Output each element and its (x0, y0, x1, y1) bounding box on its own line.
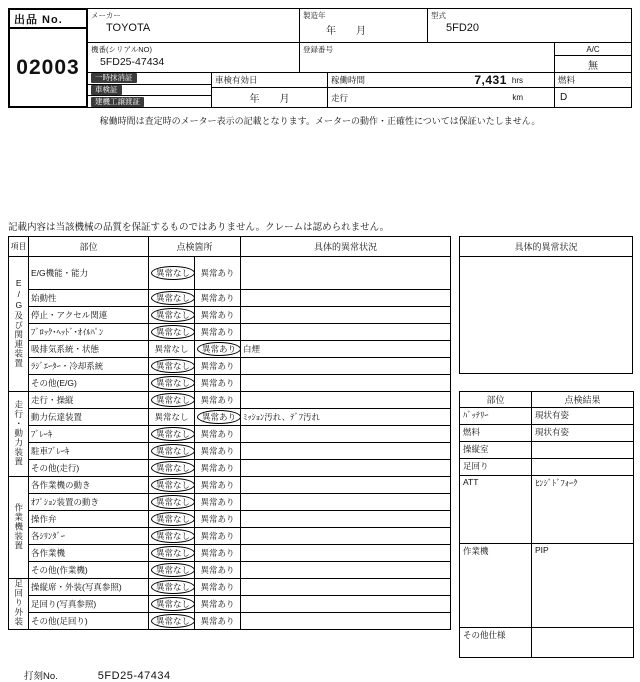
ok-cell (149, 528, 195, 545)
meter-note: 稼働時間は査定時のメーター表示の記載となります。メーターの動作・正確性については保証いたしません。 (99, 116, 541, 126)
ng-cell (195, 341, 241, 358)
ok-option: 異常なし (151, 614, 195, 628)
stamp-number-label: 打刻No. (24, 671, 58, 682)
detail-text (241, 562, 451, 579)
detail-text (241, 290, 451, 307)
ng-option: 異常あり (200, 446, 235, 456)
model-value: 5FD20 (446, 22, 480, 34)
serial-cell (88, 43, 300, 72)
ng-cell (195, 290, 241, 307)
detail-text (241, 528, 451, 545)
ac-cell (555, 43, 631, 72)
ok-option: 異常なし (154, 412, 189, 422)
ok-option: 異常なし (151, 308, 195, 322)
detail-text (241, 392, 451, 409)
inspection-row (9, 511, 451, 528)
result-row (460, 628, 634, 658)
ng-cell (195, 392, 241, 409)
result-part: ATT (460, 476, 532, 544)
ng-cell (195, 443, 241, 460)
ng-cell (195, 409, 241, 426)
part-name: その他(足回り) (29, 613, 149, 630)
inspection-row (9, 307, 451, 324)
part-name: その他(走行) (29, 460, 149, 477)
stamp-number-value: 5FD25-47434 (97, 670, 171, 682)
mfg-year-value: 年 月 (326, 26, 366, 37)
doc-row (88, 85, 211, 97)
doc-badge: 車検証 (91, 85, 122, 95)
ng-cell (195, 596, 241, 613)
inspection-row (9, 324, 451, 341)
part-name: 各作業機 (29, 545, 149, 562)
detail-text (241, 596, 451, 613)
doc-badges (88, 73, 212, 107)
ok-cell (149, 562, 195, 579)
result-value (532, 628, 634, 658)
inspection-row (9, 613, 451, 630)
ok-cell (149, 257, 195, 290)
result-value: 現状有姿 (532, 408, 634, 425)
inspection-table-body (9, 257, 451, 630)
part-name: 足回り(写真参照) (29, 596, 149, 613)
lot-number-label: 出品 No. (10, 10, 86, 29)
ng-option: 異常あり (200, 599, 235, 609)
ng-option: 異常あり (197, 342, 241, 356)
inspection-row (9, 443, 451, 460)
inspection-row (9, 545, 451, 562)
mileage-label: 走行 (331, 92, 349, 103)
category-cell (9, 579, 29, 630)
detail-text (241, 375, 451, 392)
header-block (8, 8, 632, 108)
ng-cell (195, 324, 241, 341)
part-name: 操作弁 (29, 511, 149, 528)
detail-text (241, 511, 451, 528)
ok-option: 異常なし (151, 597, 195, 611)
inspection-row (9, 358, 451, 375)
lot-number-box (8, 8, 88, 108)
detail-text (241, 494, 451, 511)
ok-option: 異常なし (151, 393, 195, 407)
ok-cell (149, 341, 195, 358)
inspection-row (9, 409, 451, 426)
abnormal-status-title: 具体的異常状況 (460, 237, 632, 257)
inspection-row (9, 596, 451, 613)
ng-option: 異常あり (200, 548, 235, 558)
ok-option: 異常なし (151, 325, 195, 339)
result-part: 作業機 (460, 544, 532, 628)
model-label: 型式 (431, 11, 446, 20)
ng-cell (195, 562, 241, 579)
ok-option: 異常なし (151, 359, 195, 373)
result-row (460, 544, 634, 628)
detail-text (241, 579, 451, 596)
ok-cell (149, 579, 195, 596)
shaken-value: 年 月 (249, 94, 290, 105)
model-cell (428, 9, 631, 42)
ok-cell (149, 443, 195, 460)
ok-option: 異常なし (151, 478, 195, 492)
detail-text (241, 358, 451, 375)
ac-value: 無 (588, 60, 598, 72)
ng-cell (195, 494, 241, 511)
inspection-header-row (9, 237, 451, 257)
registration-cell (300, 43, 555, 72)
category-label: 足回り外装 (13, 579, 24, 627)
ng-option: 異常あり (200, 497, 235, 507)
ng-cell (195, 613, 241, 630)
ng-option: 異常あり (200, 582, 235, 592)
abnormal-status-box (459, 236, 633, 374)
part-name: 吸排気系統・状態 (29, 341, 149, 358)
part-name: 動力伝達装置 (29, 409, 149, 426)
result-row (460, 442, 634, 459)
inspection-row (9, 290, 451, 307)
ok-option: 異常なし (151, 461, 195, 475)
ok-cell (149, 307, 195, 324)
col-header-detail: 具体的異常状況 (241, 237, 451, 257)
category-label: 作業機装置 (13, 502, 24, 551)
inspection-table (8, 236, 451, 630)
result-row (460, 408, 634, 425)
header-row-2 (88, 43, 631, 73)
ok-cell (149, 358, 195, 375)
lot-number-value: 02003 (16, 55, 80, 79)
detail-text: 白煙 (241, 341, 451, 358)
header-row-1 (88, 9, 631, 43)
ng-option: 異常あり (200, 531, 235, 541)
inspection-row (9, 460, 451, 477)
category-cell (9, 477, 29, 579)
ok-cell (149, 290, 195, 307)
inspection-row (9, 341, 451, 358)
ng-cell (195, 257, 241, 290)
hours-label: 稼働時間 (331, 75, 366, 85)
ng-cell (195, 307, 241, 324)
result-part: 操縦室 (460, 442, 532, 459)
ok-cell (149, 460, 195, 477)
ng-option: 異常あり (200, 480, 235, 490)
disclaimer-note: 記載内容は当該機械の品質を保証するものではありません。クレームは認められません。 (8, 222, 390, 233)
category-cell (9, 392, 29, 477)
result-table-body (460, 408, 634, 658)
inspection-row (9, 477, 451, 494)
ok-option: 異常なし (151, 563, 195, 577)
part-name: 駐車ﾌﾞﾚｰｷ (29, 443, 149, 460)
inspection-row (9, 392, 451, 409)
result-part: その他仕様 (460, 628, 532, 658)
maker-label: メーカー (91, 11, 121, 20)
inspection-row (9, 375, 451, 392)
detail-text (241, 307, 451, 324)
detail-text (241, 426, 451, 443)
mileage-unit: km (512, 93, 523, 102)
ok-cell (149, 426, 195, 443)
result-value (532, 459, 634, 476)
ok-option: 異常なし (151, 291, 195, 305)
ok-cell (149, 324, 195, 341)
doc-badge: 建機工譲渡証 (91, 97, 144, 107)
ok-cell (149, 511, 195, 528)
maker-cell (88, 9, 300, 42)
result-row (460, 459, 634, 476)
detail-text (241, 257, 451, 290)
right-panel (459, 236, 633, 658)
part-name: 各作業機の動き (29, 477, 149, 494)
registration-label: 登録番号 (303, 45, 333, 54)
fuel-value: D (560, 92, 568, 103)
ng-cell (195, 358, 241, 375)
detail-text (241, 477, 451, 494)
inspection-row (9, 426, 451, 443)
abnormal-status-body (460, 257, 632, 373)
inspection-row (9, 257, 451, 290)
main-area (8, 236, 632, 658)
ng-option: 異常あり (200, 268, 235, 278)
part-name: ﾗｼﾞｴｰﾀｰ・冷却系統 (29, 358, 149, 375)
right-panel-gap (459, 374, 633, 391)
ng-option: 異常あり (200, 463, 235, 473)
result-part: 足回り (460, 459, 532, 476)
ng-option: 異常あり (200, 327, 235, 337)
category-cell (9, 257, 29, 392)
ok-cell (149, 477, 195, 494)
ng-cell (195, 545, 241, 562)
result-col-result: 点検結果 (532, 392, 634, 408)
part-name: 停止・アクセル関連 (29, 307, 149, 324)
hours-cell (328, 73, 555, 107)
inspection-row (9, 562, 451, 579)
part-name: 操縦席・外装(写真参照) (29, 579, 149, 596)
result-part: ﾊﾞｯﾃﾘｰ (460, 408, 532, 425)
ok-cell (149, 596, 195, 613)
col-header-part: 部位 (29, 237, 149, 257)
ok-cell (149, 392, 195, 409)
ac-label: A/C (555, 43, 631, 56)
inspection-row (9, 528, 451, 545)
part-name: 走行・操縦 (29, 392, 149, 409)
shaken-cell (212, 73, 328, 107)
ok-cell (149, 409, 195, 426)
ng-cell (195, 579, 241, 596)
inspection-row (9, 579, 451, 596)
ng-option: 異常あり (200, 361, 235, 371)
detail-text (241, 545, 451, 562)
ng-option: 異常あり (200, 395, 235, 405)
detail-text (241, 460, 451, 477)
result-value (532, 442, 634, 459)
part-name: その他(作業機) (29, 562, 149, 579)
ok-option: 異常なし (151, 427, 195, 441)
ok-option: 異常なし (151, 512, 195, 526)
ok-option: 異常なし (151, 266, 195, 280)
col-header-check: 点検箇所 (149, 237, 241, 257)
header-row-3 (88, 73, 631, 107)
ng-option: 異常あり (200, 310, 235, 320)
ng-cell (195, 460, 241, 477)
doc-row (88, 96, 211, 107)
ng-cell (195, 528, 241, 545)
maker-value: TOYOTA (106, 22, 151, 34)
ok-cell (149, 545, 195, 562)
shaken-label: 車検有効日 (215, 75, 258, 85)
part-name: ﾌﾞﾛｯｸ･ﾍｯﾄﾞ･ｵｲﾙﾊﾟﾝ (29, 324, 149, 341)
ng-option: 異常あり (200, 565, 235, 575)
serial-value: 5FD25-47434 (100, 56, 165, 68)
ok-option: 異常なし (151, 444, 195, 458)
fuel-label: 燃料 (558, 75, 576, 85)
part-name: その他(E/G) (29, 375, 149, 392)
inspection-row (9, 494, 451, 511)
result-table (459, 391, 634, 658)
result-row (460, 425, 634, 442)
ng-cell (195, 477, 241, 494)
header-table (88, 8, 632, 108)
ng-option: 異常あり (200, 514, 235, 524)
detail-text (241, 324, 451, 341)
category-label: 走行・動力装置 (13, 399, 24, 467)
result-col-part: 部位 (460, 392, 532, 408)
ok-cell (149, 375, 195, 392)
doc-row (88, 73, 211, 85)
ng-cell (195, 375, 241, 392)
ok-option: 異常なし (151, 529, 195, 543)
result-value: PIP (532, 544, 634, 628)
result-value: ﾋﾝｼﾞﾄﾞﾌｫｰｸ (532, 476, 634, 544)
ok-cell (149, 613, 195, 630)
ok-option: 異常なし (151, 546, 195, 560)
fuel-cell (555, 73, 631, 107)
mfg-year-label: 製造年 (303, 11, 326, 20)
ng-cell (195, 511, 241, 528)
result-row (460, 476, 634, 544)
part-name: 各ｼﾘﾝﾀﾞｰ (29, 528, 149, 545)
ok-option: 異常なし (151, 580, 195, 594)
mfg-year-cell (300, 9, 428, 42)
ok-cell (149, 494, 195, 511)
detail-text (241, 443, 451, 460)
result-header-row (460, 392, 634, 408)
col-header-item: 項目 (9, 237, 29, 257)
doc-badge: 一時抹消証 (91, 73, 137, 83)
ng-option: 異常あり (200, 429, 235, 439)
ng-option: 異常あり (200, 378, 235, 388)
hours-value: 7,431 (474, 73, 507, 87)
part-name: E/G機能・能力 (29, 257, 149, 290)
ok-option: 異常なし (151, 495, 195, 509)
ng-cell (195, 426, 241, 443)
part-name: ｵﾌﾟｼｮﾝ装置の動き (29, 494, 149, 511)
serial-label: 機番(シリアルNO) (91, 45, 152, 54)
ng-option: 異常あり (200, 616, 235, 626)
category-label: E/G及び関連装置 (13, 278, 24, 368)
ng-option: 異常あり (197, 410, 241, 424)
ng-option: 異常あり (200, 293, 235, 303)
part-name: ﾌﾞﾚｰｷ (29, 426, 149, 443)
part-name: 始動性 (29, 290, 149, 307)
ok-option: 異常なし (154, 344, 189, 354)
result-part: 燃料 (460, 425, 532, 442)
hours-unit: hrs (511, 75, 523, 85)
result-value: 現状有姿 (532, 425, 634, 442)
ok-option: 異常なし (151, 376, 195, 390)
detail-text: ﾐｯｼｮﾝ汚れ、ﾃﾞﾌ汚れ (241, 409, 451, 426)
detail-text (241, 613, 451, 630)
